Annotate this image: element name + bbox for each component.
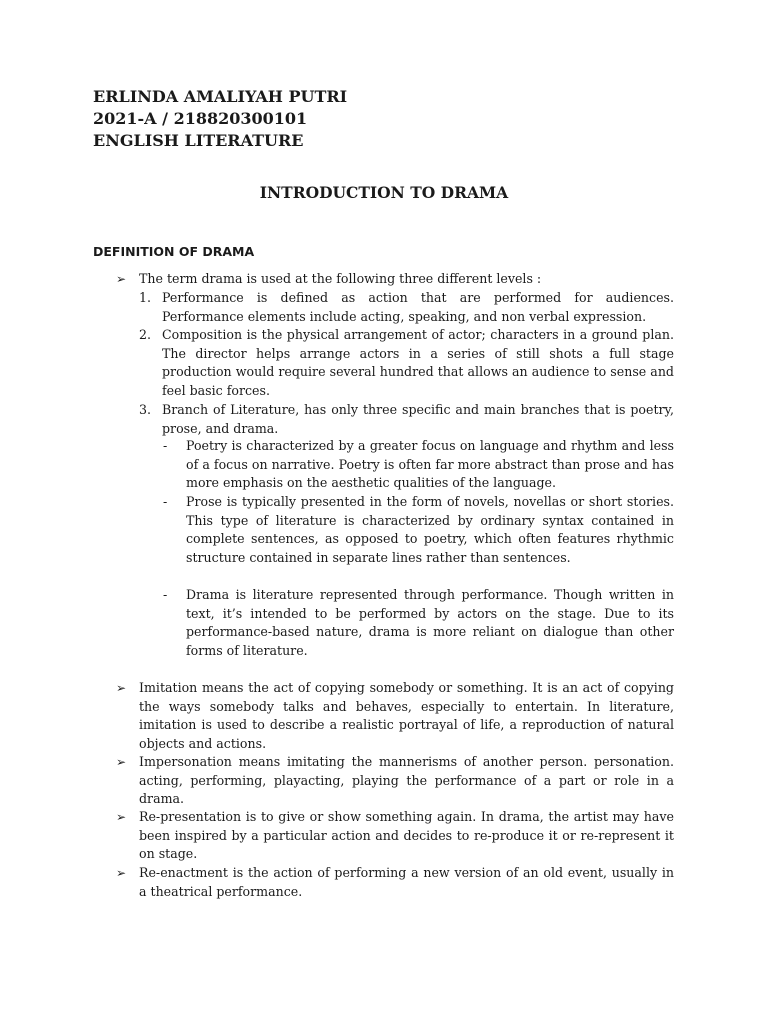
branch-drama: Drama is literature represented through performance. Though written in text, it’s intended to be performed by actors on the stage. Due to its performance-based nature, drama is more reliant on dialogue than other forms of literature. bbox=[186, 587, 674, 658]
bullet-arrow-icon: ➢ bbox=[116, 755, 127, 769]
bullet-arrow-icon: ➢ bbox=[116, 681, 127, 695]
bullet-arrow-icon: ➢ bbox=[116, 810, 127, 824]
list-number: 2. bbox=[139, 327, 152, 342]
dash-marker: - bbox=[163, 494, 168, 509]
branch-prose: Prose is typically presented in the form of novels, novellas or short stories. This type of literature is characterized by ordinary syntax contained in complete sentences, as opposed to poetry, which often features rhythmic structure contained in separate lines rather than sentences. bbox=[186, 494, 674, 565]
term-reenactment: Re-enactment is the action of performing a new version of an old event, usually in a theatrical performance. bbox=[139, 865, 674, 899]
author-major: ENGLISH LITERATURE bbox=[93, 131, 304, 150]
list-number: 1. bbox=[139, 290, 152, 305]
author-class-id: 2021-A / 218820300101 bbox=[93, 109, 308, 128]
levels-intro: The term drama is used at the following three different levels : bbox=[139, 271, 542, 286]
list-item-performance: Performance is defined as action that are performed for audiences. Performance elements include acting, speaking, and non verbal expression. bbox=[162, 290, 674, 324]
dash-marker: - bbox=[163, 587, 168, 602]
list-number: 3. bbox=[139, 402, 152, 417]
term-imitation: Imitation means the act of copying somebody or something. It is an act of copying the ways somebody talks and behaves, especially to entertain. In literature, imitation is used to describe a realistic portrayal of life, a reproduction of natural objects and actions. bbox=[139, 680, 674, 751]
list-item-branch: Branch of Literature, has only three specific and main branches that is poetry, prose, and drama. bbox=[162, 402, 674, 436]
bullet-arrow-icon: ➢ bbox=[116, 866, 127, 880]
dash-marker: - bbox=[163, 438, 168, 453]
author-block bbox=[93, 86, 347, 152]
branch-poetry: Poetry is characterized by a greater focus on language and rhythm and less of a focus on narrative. Poetry is often far more abstract than prose and has more emphasis on the aesthetic qualities of the language. bbox=[186, 438, 674, 490]
bullet-arrow-icon: ➢ bbox=[116, 272, 127, 286]
term-representation: Re-presentation is to give or show something again. In drama, the artist may have been inspired by a particular action and decides to re-produce it or re-represent it on stage. bbox=[139, 809, 674, 861]
author-name: ERLINDA AMALIYAH PUTRI bbox=[93, 87, 348, 106]
document-title: INTRODUCTION TO DRAMA bbox=[259, 183, 509, 202]
section-heading: DEFINITION OF DRAMA bbox=[93, 244, 255, 259]
list-item-composition: Composition is the physical arrangement of actor; characters in a ground plan. The director helps arrange actors in a series of still shots a full stage production would require several hundred that allows an audience to sense and feel basic forces. bbox=[162, 327, 674, 398]
term-impersonation: Impersonation means imitating the mannerisms of another person. personation. acting, performing, playacting, playing the performance of a part or role in a drama. bbox=[139, 754, 674, 806]
